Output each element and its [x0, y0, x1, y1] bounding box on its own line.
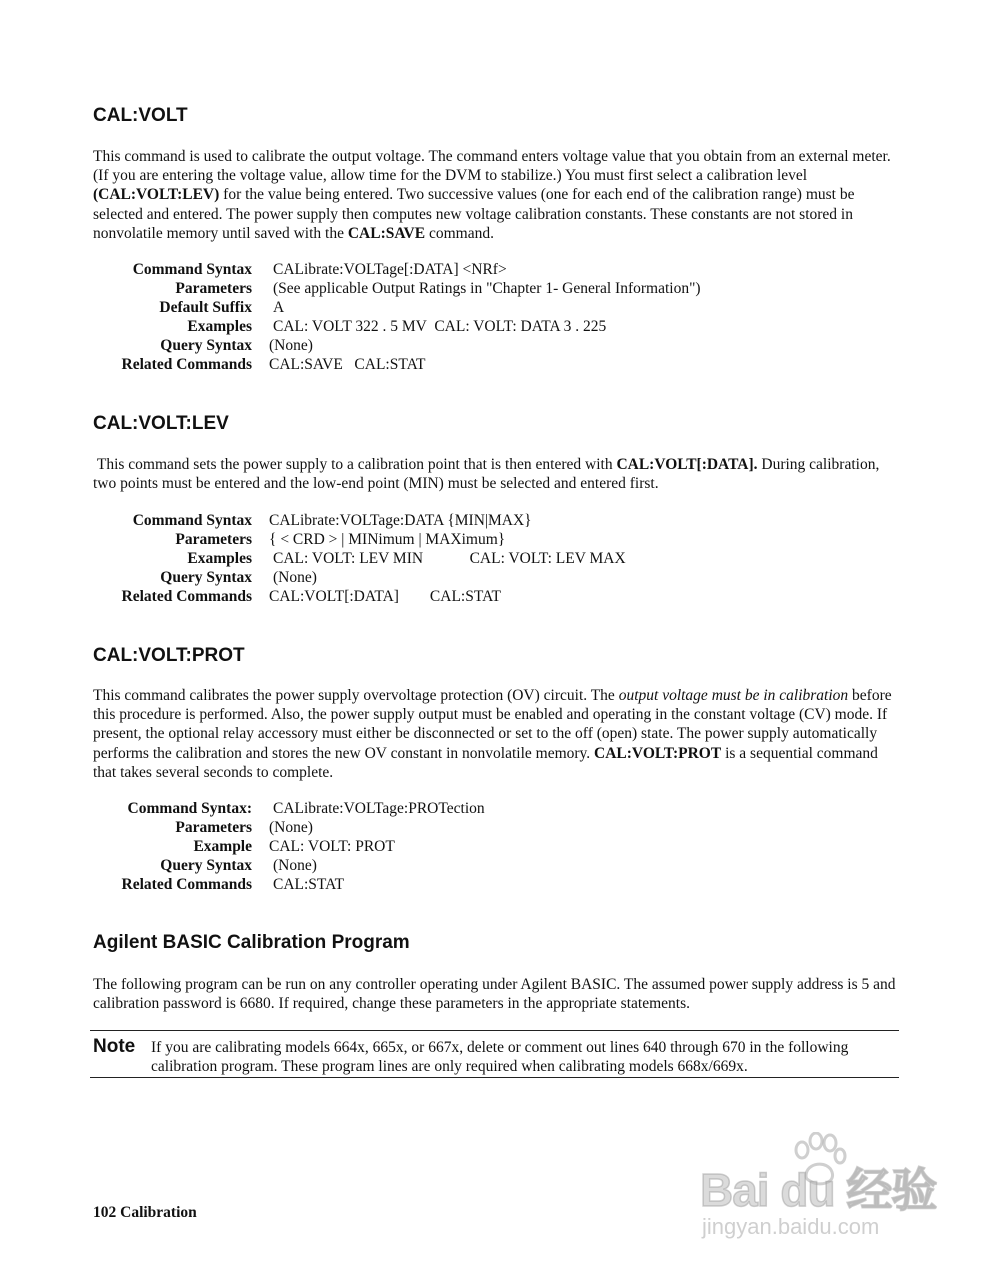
syntax-value: CALibrate:VOLTage:PROTection — [273, 800, 485, 817]
syntax-value: A — [273, 299, 285, 316]
syntax-label: Examples — [187, 550, 252, 567]
note-label: Note — [93, 1036, 136, 1057]
syntax-row — [93, 876, 901, 895]
section-heading-agilent-basic: Agilent BASIC Calibration Program — [93, 932, 410, 953]
syntax-value: CALibrate:VOLTage[:DATA] <NRf> — [273, 261, 507, 278]
section-paragraph-cal-volt-prot: This command calibrates the power supply overvoltage protection (OV) circuit. The output voltage must be in calibration before this procedure is performed. Also, the power supply output must be enabled and operating in the constant voltage (CV) mode. If present, the optional relay accessory must either be disconnected or set to the off (open) state. The power supply automatically performs the calibration and stores the new OV constant in nonvolatile memory. CAL:VOLT:PROT is a sequential command that takes several seconds to complete. — [93, 687, 892, 781]
syntax-label: Related Commands — [121, 588, 252, 605]
syntax-row — [93, 800, 901, 819]
syntax-row — [93, 569, 901, 588]
watermark-logo: Bai du 经验 — [700, 1164, 937, 1216]
syntax-row — [93, 819, 901, 838]
syntax-row — [93, 550, 901, 569]
syntax-label: Command Syntax: — [127, 800, 252, 817]
baidu-watermark — [690, 1130, 940, 1250]
syntax-row — [93, 356, 901, 375]
syntax-value: CAL: VOLT: LEV MIN CAL: VOLT: LEV MAX — [273, 550, 626, 567]
syntax-value: CAL:VOLT[:DATA] CAL:STAT — [269, 588, 502, 605]
page-footer: 102 Calibration — [93, 1204, 197, 1221]
syntax-value: CAL: VOLT 322 . 5 MV CAL: VOLT: DATA 3 . 225 — [273, 318, 607, 335]
syntax-value: (None) — [273, 569, 317, 586]
section-heading-cal-volt: CAL:VOLT — [93, 105, 188, 126]
note-box — [90, 1030, 899, 1078]
syntax-label: Query Syntax — [160, 337, 252, 354]
section-heading-cal-volt-prot: CAL:VOLT:PROT — [93, 645, 245, 666]
watermark-url: jingyan.baidu.com — [702, 1214, 880, 1239]
syntax-label: Command Syntax — [132, 261, 252, 278]
section-paragraph-cal-volt: This command is used to calibrate the output voltage. The command enters voltage value that you obtain from an external meter. (If you are entering the voltage value, allow time for the DVM to stabilize.) You must first select a calibration level (CAL:VOLT:LEV) for the value being entered. Two successive values (one for each end of the calibration range) must be selected and entered. The power supply then computes new voltage calibration constants. These constants are not stored in nonvolatile memory until saved with the CAL:SAVE command. — [93, 148, 891, 242]
syntax-label: Query Syntax — [160, 857, 252, 874]
syntax-row — [93, 588, 901, 607]
syntax-row — [93, 299, 901, 318]
section-paragraph-agilent-basic: The following program can be run on any controller operating under Agilent BASIC. The assumed power supply address is 5 and calibration password is 6680. If required, change these parameters in the appropriate statements. — [93, 976, 896, 1013]
syntax-label: Parameters — [175, 280, 252, 297]
note-text: If you are calibrating models 664x, 665x, or 667x, delete or comment out lines 640 through 670 in the following calibration program. These program lines are only required when calibrating models 668x/669x. — [151, 1039, 849, 1075]
syntax-value: CAL: VOLT: PROT — [269, 838, 395, 855]
syntax-label: Related Commands — [121, 876, 252, 893]
syntax-value: CALibrate:VOLTage:DATA {MIN|MAX} — [269, 512, 532, 529]
syntax-value: (None) — [273, 857, 317, 874]
syntax-row — [93, 838, 901, 857]
syntax-row — [93, 280, 901, 299]
syntax-row — [93, 512, 901, 531]
syntax-label: Examples — [187, 318, 252, 335]
section-paragraph-cal-volt-lev: This command sets the power supply to a calibration point that is then entered with CAL:VOLT[:DATA]. During calibration, two points must be entered and the low-end point (MIN) must be selected and entered first. — [93, 456, 880, 493]
syntax-value: { < CRD > | MINimum | MAXimum} — [269, 531, 506, 548]
syntax-value: (None) — [269, 819, 313, 836]
syntax-value: CAL:STAT — [273, 876, 345, 893]
syntax-row — [93, 318, 901, 337]
syntax-row — [93, 261, 901, 280]
syntax-row — [93, 531, 901, 550]
syntax-label: Query Syntax — [160, 569, 252, 586]
syntax-label: Parameters — [175, 531, 252, 548]
syntax-label: Related Commands — [121, 356, 252, 373]
syntax-value: CAL:SAVE CAL:STAT — [269, 356, 426, 373]
syntax-row — [93, 857, 901, 876]
syntax-label: Command Syntax — [132, 512, 252, 529]
section-heading-cal-volt-lev: CAL:VOLT:LEV — [93, 413, 229, 434]
syntax-label: Parameters — [175, 819, 252, 836]
syntax-row — [93, 337, 901, 356]
syntax-label: Example — [193, 838, 252, 855]
syntax-label: Default Suffix — [159, 299, 252, 316]
syntax-value: (None) — [269, 337, 313, 354]
syntax-value: (See applicable Output Ratings in "Chapter 1- General Information") — [273, 280, 701, 297]
